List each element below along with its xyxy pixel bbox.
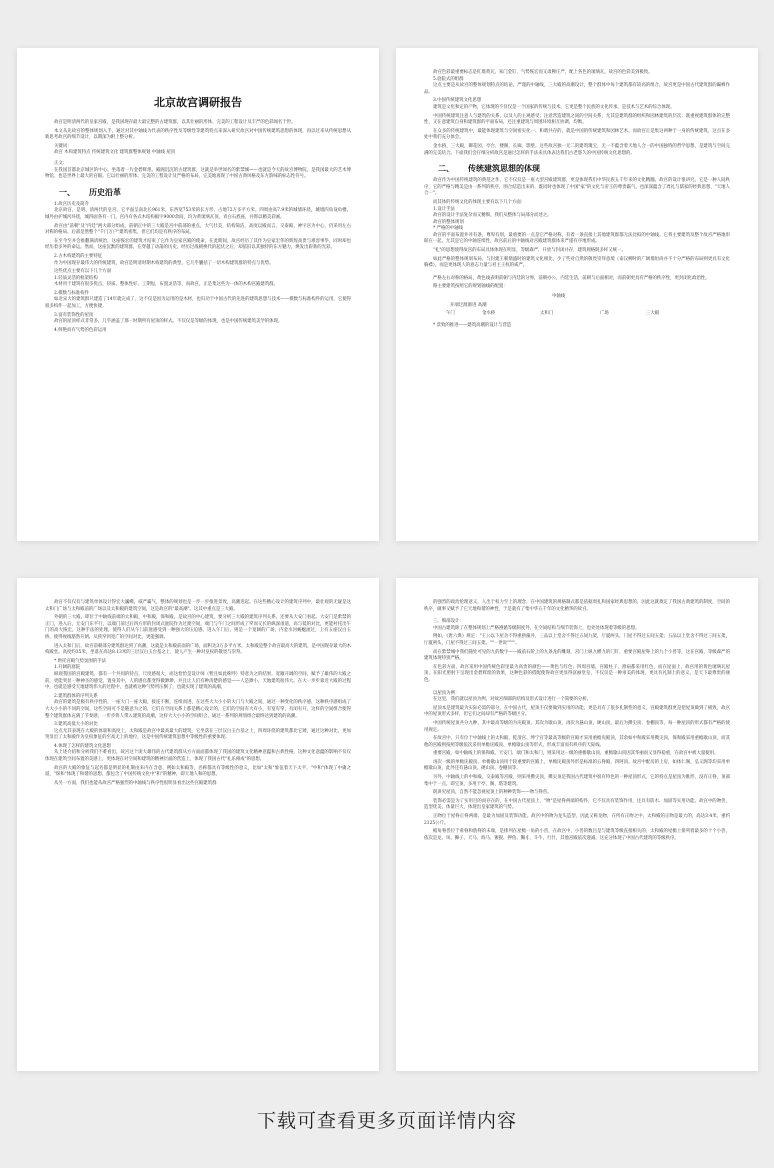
body-paragraph: 在至今至并会推翻满清统治，这座恢宏的建筑才结束了它作为皇家宫殿的使命，在此期间，故宫经历了其作为皇家宏伟的辉煌高贵与难容事华，同时却也经历着多舛的命运。然而，这座沉默的建筑群，在穿越了动荡的历史，经历过战朝换代的起伏之后，却依旧以其独特的东方魅力，焕发出崭新的光彩。	[45, 238, 351, 251]
body-line: 2.建筑群体的序列关系	[54, 693, 98, 699]
body-paragraph: 而在紫禁城中我们随处可见的九的数字——殿前石阶上的九条龙的雕刻，宫门上纵九横九的门钉，重要宫殿屋脊上的九个小兽等，这在宫殿、等级森严的建筑体现特别严格。	[424, 649, 730, 662]
body-paragraph: 中国古建筑除了在整体规划上严格遵循等级制度外，在空间结构与细节装饰上，也处处体现着等级的思想。	[433, 625, 640, 631]
abstract-paragraph: 本文从先故宫的整体规划入手，通过对其中轴线为代表的秩序性及等级性等建筑特点来深入研究故宫对中国传统建筑思想的体现，再以过来从传统思想从新思考故宫的细节设计，以期深为附上整分析。	[45, 128, 351, 141]
keywords-text: 故宫 木构建筑特点 传统建筑文化 建筑群整体规划 中轴线 屋顶	[54, 150, 176, 156]
body-line: 2.古木构建筑的主要特征	[54, 253, 103, 259]
body-line: 以屋顶为例：	[433, 690, 460, 696]
body-paragraph: 的强烈的政治伦理意义，人出于权力至上的理念，在中国建筑的规格制式都是依据周礼和国家经典思想的，因此这就奠定了我国古典建筑的制度，空间的秩序，做事又赋予了它天地和谐的神性，于是就有了集中华五千年的文化精华的故宫。	[424, 600, 730, 612]
body-line: 1.轻质灵活的框架结构	[54, 275, 98, 281]
body-paragraph: 在众多的传统建筑中，最能体现建筑与空间密实化一、和谐共存的，就是中国的传统建筑和园林艺术。而故宫正是集这两种于一身的传统建筑，这点在多处中我们充分体会。	[424, 128, 730, 141]
body-line: 故宫的设计手法复杂而又精细，我们从整体与局部分而述之。	[433, 213, 552, 219]
body-paragraph: 装饰必需是为了实用目的而存在的，在中国古代屋顶上，"吻"是屋脊两端的构件，它不仅具有装饰作用，还具有防水、加固等实用功能。故宫中的吻兽，造型优美，体量巨大，体现出皇家建筑的气势。	[424, 798, 730, 811]
axis-diagram	[424, 293, 730, 319]
body-paragraph: 中国传统屋顶共分九种，其中最高等级的为庑殿顶，其次为歇山顶，再次为悬山顶、硬山顶，最后为攒尖顶、卷棚顶等，每一种屋顶的形式都有严格的使用规定。	[424, 720, 730, 733]
bullet-line: * 景致的推进——建筑高潮的设计与营造	[433, 323, 512, 329]
body-line: 3.富有装饰性的屋顶	[54, 312, 94, 318]
intro-paragraph: 在我国首都北京城区的中心，坐落着一片金碧辉煌、殿阁沉沉的古建筑群，这就是举世闻名的紫禁城——也就是今天的故宫博物院。是我国最大的艺术博物馆，也是世界上最大的宫殿。它以壮丽的形体、完美的工程设计及严格的布局，完美地再现了中国古典风格及东方韵味的标志性符号。	[45, 167, 351, 180]
body-paragraph: "礼"的思想使得故宫的布局具体体现在明显，等级森严，开放与封闭并存，建筑规格既多样又统一。	[433, 248, 626, 254]
axis-node: 三大殿	[646, 311, 660, 317]
body-line: 故宫的整体规划	[433, 219, 464, 225]
body-paragraph: 故宫作为中国传统建筑的典范之作，它不仅仅是一座大型宫殿建筑群，更是体现我们中华民族五千年来的文化精髓。故宫的设计很讲究，它是一种人间秩序，它的严格与精美是由一系列的秩序，围合结造出来的，既同时也体现了中国"家"的文化与帝王的尊贵霸气，也深深蕴含了周礼与儒家的经典思想，"天地人合一"。	[424, 178, 730, 197]
page2-body-top	[424, 70, 730, 157]
body-line: 故宫色彩最重要标志是红墙黄瓦，朱门金钉，气势恢宏而又肃穆庄严，配上各色的琉璃瓦，故宫的色彩美到极致。	[433, 70, 653, 75]
axis-start-label: 开端过渡渐进 高潮	[450, 303, 487, 309]
axis-node: 广场	[600, 311, 609, 317]
body-paragraph: 故宫的屋顶样式非常多，几乎涵盖了那一时期所有屋顶的样式。不仅仅是等级的体现，也是中国传统建筑美学的体现。	[54, 319, 283, 325]
body-line: 这些优点主要有以下几个方面	[54, 269, 112, 275]
body-line: 1.开阔的庭院	[54, 665, 81, 671]
body-paragraph: 故宫不仅仅有与建筑单体设计得宏大巍峨，威严霸气，整体的规划也是一步一步推进景致，高潮迭起。在这些精心设计的建筑序列中，最壮观的无疑是这太和门广场与太和殿前的广场以及太和殿的建筑空间，这是故宫的"最高潮"。这其中重点是三大殿。	[45, 600, 351, 612]
document-page-2	[396, 48, 758, 541]
document-page-3	[17, 578, 379, 1071]
document-title: 北京故宫调研报告	[154, 96, 242, 109]
body-line: * 烘托宫殿气势氛围的手法	[54, 658, 106, 664]
intro-label: 正文：	[54, 160, 68, 166]
axis-node: 金水桥	[482, 311, 496, 317]
axis-label: 中轴线	[552, 294, 566, 300]
body-paragraph: 木材用于建筑有很多优点，轻质、整体性好、工期短，布置灵活等，而故宫，正是集这些为一体的木构宫殿建筑群。	[54, 282, 278, 288]
download-more-caption: 下载可查看更多页面详情内容	[256, 1110, 517, 1132]
body-paragraph: 如此严格的整体规划布局，与封建王朝鼎盛时的建筑文化相比，少了些对自然的敬畏崇拜意境（泰汉柳时的广阔墙垣尚并不十分严格的布局则更具有文化胸襟），而是更体现人的意志力量与君主王权的威严。	[424, 256, 730, 269]
section-title: 历史沿革	[89, 186, 121, 197]
section-number: 一、	[59, 186, 75, 197]
body-paragraph: 如北宋大的建筑群只建造了14年就完成了，这不仅是因为运用的是木材，也归功于中国古代的先进的建筑思想与技术——模数与标准构件的运用，它使得很多构件一起加工，方便快捷。	[45, 297, 351, 310]
body-paragraph: 进入太和门后，故宫前朝部分建筑群达到了高潮，这就是太和殿前面的广场，面积达3万多平方米，太和殿是整个故宫最高大的建筑，是中国现存最大的木构殿堂。高度约35米，坐落在高达8.13米的三层汉白玉台基之上，使人产生一种对皇权的敬畏与崇拜。	[45, 643, 351, 656]
body-line: 三、细部设计：	[433, 619, 464, 625]
body-paragraph: 再次一级的单檐庑殿顶、单檐歇山顶用于较重要的宫殿上，单檐庑殿顶外形是标准的五脊殿，四阿顶。故宫中配房的上房，如体仁阁、弘义阁等均采用单檐歇山顶，此外还有悬山顶、硬山顶、卷棚顶等。	[424, 759, 730, 772]
section-heading	[59, 187, 351, 198]
document-page-4	[396, 578, 758, 1071]
body-paragraph: 另外，中轴线上的中和殿，交泰殿等宫殿，则采用攒尖顶，攒尖顶是我国古代建筑中很有特色的一种屋顶形式，它的特点是屋顶为锥形，没有正脊，顶部集中于一点，即宝顶，多用于亭、阁、塔等建筑。	[424, 775, 730, 787]
body-paragraph: 屋顶本是建筑最为实际必需的部分，在中国古代，屋顶不仅要做到实用的功能，更是具有了很多礼制性的意义，宫殿建筑群更是把屋顶做到了极致，故宫中的屋顶形式多样，但它们之间却有严格的等级区分。	[424, 705, 730, 718]
page1-body	[45, 202, 351, 335]
body-paragraph: 从另一方面，我们也能从故宫严格强烈的中轴线与秩序性很明显看出这些宫殿建筑群	[54, 780, 217, 786]
body-paragraph: 这点尤其表现在大殿的体量和高度上，太和殿是故宫中最高最大的建筑，它坐落在三层汉白玉台基之上，四周环绕的建筑都比它矮，通过这种对比，更加突显出了太和殿作为皇权象征的至高无上的地位，这是中国传统建筑思想中等级性的重要体现。	[45, 728, 351, 741]
body-paragraph: 故宫的平面布置井井有条，尊卑有别，最重要的一点是它严格对称，有着一条直接上其他建筑群都无法比拟的中轴线。它将主要建筑及整个故宫严格地串联在一起，尤其是它的中轴连续性，故宫前后的中轴线对宫殿建筑群体来严谨有序地形成。	[424, 232, 730, 245]
body-paragraph: 在这里，我们就以屋顶为例，对故宫细部的结构及形式设计进行一个简要的分析。	[433, 697, 592, 703]
section-title: 传统建筑思想的体现	[468, 163, 540, 174]
body-paragraph: 纵观我国的宫殿建筑，都有一个共同的特点，尺度感很大，而这恰恰是设计师（暂且如此称呼）特意为之的结果。宽敞开阔的空间，赋予了雄伟的大殿之前，更能突显一种神圣的感觉，置身其中，人的感官都变得微渺渺，并且让人们有种清楚的感觉——人是渺小，天地建筑很伟大。在大一步步靠近大殿的过程中，也就是感受天地建筑伟大的过程中，也就被这种气势所压倒了，也就实现了建筑的高潮。	[45, 671, 351, 691]
body-line: 3.建筑高低大小的对比	[54, 722, 98, 728]
axis-node: 午门	[446, 311, 455, 317]
body-paragraph: 中国传统建筑注意人与建筑的关系，以及人的主观感受；注意营造建筑之间的空间关系，尤其是建筑群的组织和园林建筑的层次；既重视建筑群体的完整性，又在意建筑自身和建筑群的平面布局，还注重建筑与周围环境相互协调，均衡。	[424, 113, 730, 126]
body-paragraph: 外朝的三大殿，即位于中轴线前端的太和殿，中和殿，保和殿，是故宫的中心建筑，要分析三大殿的建筑序列关系，还要从大安门看起。大安门是紫禁的正门，进入后，无安门东平行，以端门前过后四方形的封闭式庭院作为过渡空间，端门与午门之间形成了窄而又长的纵深甬道，高与低的对比，更能衬托出午门的高大恢宏，这种手法的处理，使得人们从午门前庭感受到一种强大的压迫感。进入午门后，则是一个宽阔的广场，内金水河蜿蜒流过，上有五座汉白玉桥，使得视线豁然开朗，从狭窄到宽广的空间对比，更能强调。	[45, 615, 351, 640]
body-paragraph: 在色彩方面，故宫采用中国传统色彩里最为高贵的颜色——黄色与红色，四周宫墙，宫殿柱子，窗扇都采用红色，而在屋面上，故宫用的黄色琉璃瓦屋顶，在阳光照射下呈现出金碧辉煌的效果，这种色彩的搭配使得故宫更显得富丽堂皇，不仅仅是一种审美的体现，更具有礼制上的意义，是天下最尊贵的颜色。	[424, 664, 730, 683]
abstract-paragraph: 故宫是明清两代的皇家宫殿，是我国现存最大最完整的古建筑群，以其壮丽的形体、完美的工程设计及丰严的色彩闻名于世。	[54, 120, 296, 125]
body-line: * 严格的中轴线	[433, 226, 463, 232]
body-line: 5.庭院式的组群	[433, 76, 464, 82]
body-line: 4.鲜艳而有气势的色彩运用	[54, 327, 107, 333]
body-line: 路主要建筑按照它的规划轴线的配置：	[433, 284, 508, 290]
body-paragraph: 金水桥，三大殿，御花园，亭台，楼阁，长廊，影壁。这些故宫独一无二的建筑瑰宝，无一不蕴含着天地人合一的中国独特的哲学思想，是建筑与空间完满的完美结合。下面我们会仔细分析故宫是通过怎样的手法来具体表达我们古老悠久的中国传统文化思想的。	[424, 143, 730, 156]
body-paragraph: 例如，《唐六典》规定："王公以下屋舍不得重拱藻井，三品以上堂舍不得过五间九架，厅厦两头，门屋不得过五间五架；五品以上堂舍不得过三间五架，厅厦两头，门屋不得过三间五架。""一世说""""。	[424, 634, 730, 646]
body-line: 4.体现了怎样的建筑文化思想	[54, 743, 111, 749]
body-paragraph: 重要宫殿，如中轴线上的保和殿、天安门、端门和太和门，则采用这一级的重檐歇山顶，重檐歇山顶因其华丽而又显得稳重，在故宫中被大量使用。	[433, 751, 719, 757]
body-paragraph: 从上述介绍和分析我们不难看出，故宫这个庞大雄伟的古代建筑群从方方面面都体现了我国的建筑文化精神意蕴和古典性格，这种文化意蕴的影响不仅仅体现在建筑空间布置的美感上，更体现在对空间和建筑的精神层面的营造上，体现了我国古代"礼乐相成"的思想。	[45, 750, 351, 763]
axis-node: 太和门	[540, 311, 554, 317]
body-paragraph: 故宫的建筑是极有秩序性的，一座大门一座大殿，接连不断，连续而进，在这些大大小小的大门与大殿之间，通过一种变化的秩序感，这种秩序感组成了大大小小的不同的空间，这些空间可不是随意为之的，它们在空间关系上都是精心设计的，它们的空间有大有小，有宽有窄，有闭有开，这样的空间组合使得整个建筑群体充满了节奏感，一步步将人带入建筑的高潮，这样大大小小的空间组合，通过一系列的规划组合最终达到建筑的高潮。	[45, 700, 351, 719]
body-line: 2.模数与标准构件	[54, 290, 89, 296]
body-paragraph: 建筑是文化和定的产物，它体现的不仅仅是一个国家的传统与技术，它更是整个民族的文化传承，是技术与艺术的综合体现。	[433, 104, 675, 110]
body-line: 1.故宫历史及简介	[54, 201, 89, 207]
section-heading	[438, 163, 730, 174]
section-number: 二、	[438, 163, 454, 174]
body-paragraph: 檐角脊兽位于垂脊和戗脊的末端，是排列在屋檐一角的小兽，在故宫中，小兽的数目是与建筑等级直接相关的，太和殿的屋檐上排列着最多的十个小兽，依次是龙、凤、狮子、天马、海马、狻猊、押鱼、獬豸、斗牛、行什，其他宫殿依次递减，这充分体现了中国古代建筑的等级秩序。	[424, 829, 730, 841]
keywords-label: 关键词：	[54, 143, 72, 149]
page3-body	[45, 600, 351, 787]
document-page-1	[17, 48, 379, 541]
body-paragraph: 在故宫中，只有位于中轴线上的太和殿、乾清宫、坤宁宫等最高等级的宫殿才采用重檐庑殿顶，其余如中和殿采用攒尖顶，保和殿采用重檐歇山顶，而其他的宫殿则按照等级依次采用单檐庑殿顶、单檐歇山顶等形式，形成丰富而有秩序的天际线。	[424, 736, 730, 748]
body-line: 而其体的传统文化的体现主要有以下几个方面：	[433, 199, 526, 205]
body-paragraph: 正吻位于屋脊正脊两端，是最为加固及装饰功能。故宫中的吻为龙头造型，因此又称龙吻，在所有正吻之中，太和殿的正吻是最大的，高达3.4米，重约2125公斤。	[424, 814, 730, 826]
body-paragraph: 故宫由"前朝"及"内廷"两大部分组成，前朝正中的三大殿是宫中前部的重点，大气壮美，结构简洁，高度以殿而言，交泰殿、神宇宫为中心，仍采用左右对称的格局。后部是然整个"千门万户"建筑密集，但它们均是有秩序的布局。	[45, 223, 351, 236]
body-paragraph: 严格左右对称的格局，黄色线表明前朝与内廷的分界，前朝办公，内廷生活，前朝与后面相对，而前朝更具有严格的秩序性，更封闭化政治性。	[433, 275, 710, 281]
body-paragraph: 北京故宫，是明、清两代的皇宫，它平面呈南北长961米，东西宽753米的长方形，占地72万多平方米。四周由高7.9米的城墙环绕，城墙四角设角楼。城外由护城河环绕，城四面各有一门。宫内有各式木结构殿宇9000余间，均为黄琉璃瓦顶，青白石底座，并饰以精美彩画。	[45, 208, 351, 220]
body-line: 3.中国传统建筑文化思想	[433, 98, 482, 104]
page4-body	[424, 600, 730, 842]
body-paragraph: 故宫的大殿的象征与起名都是明显的礼制由来内在含意，例如太和殿等，名称都具有等级性的意义，比如"太和"象征着天下太平，"中和"体现了中庸之道，"保和"体现了和谐的思想，都包含了中国传统文化中"和"的精神，即天地人和的思想。	[45, 765, 351, 778]
body-paragraph: 既讲究屋顶，自然不能忽视屋顶上的种种装饰——吻与脊兽。	[433, 790, 552, 796]
page2-body	[424, 178, 730, 291]
body-paragraph: 这点主要是从故宫的整体规划特点的结论。严谨的中轴线，三大殿的高潮设计，整个群体中每个建筑都有较高的组合，故宫更是中国古代建筑群的巅峰作品。	[424, 83, 730, 95]
body-line: 1.设计手法	[433, 206, 455, 212]
body-paragraph: 作为中国现存最伟大的传统建筑，故宫是明清时期木构建筑的典型，它几乎囊括了一切木构建筑群的特点与优势。	[54, 260, 274, 266]
